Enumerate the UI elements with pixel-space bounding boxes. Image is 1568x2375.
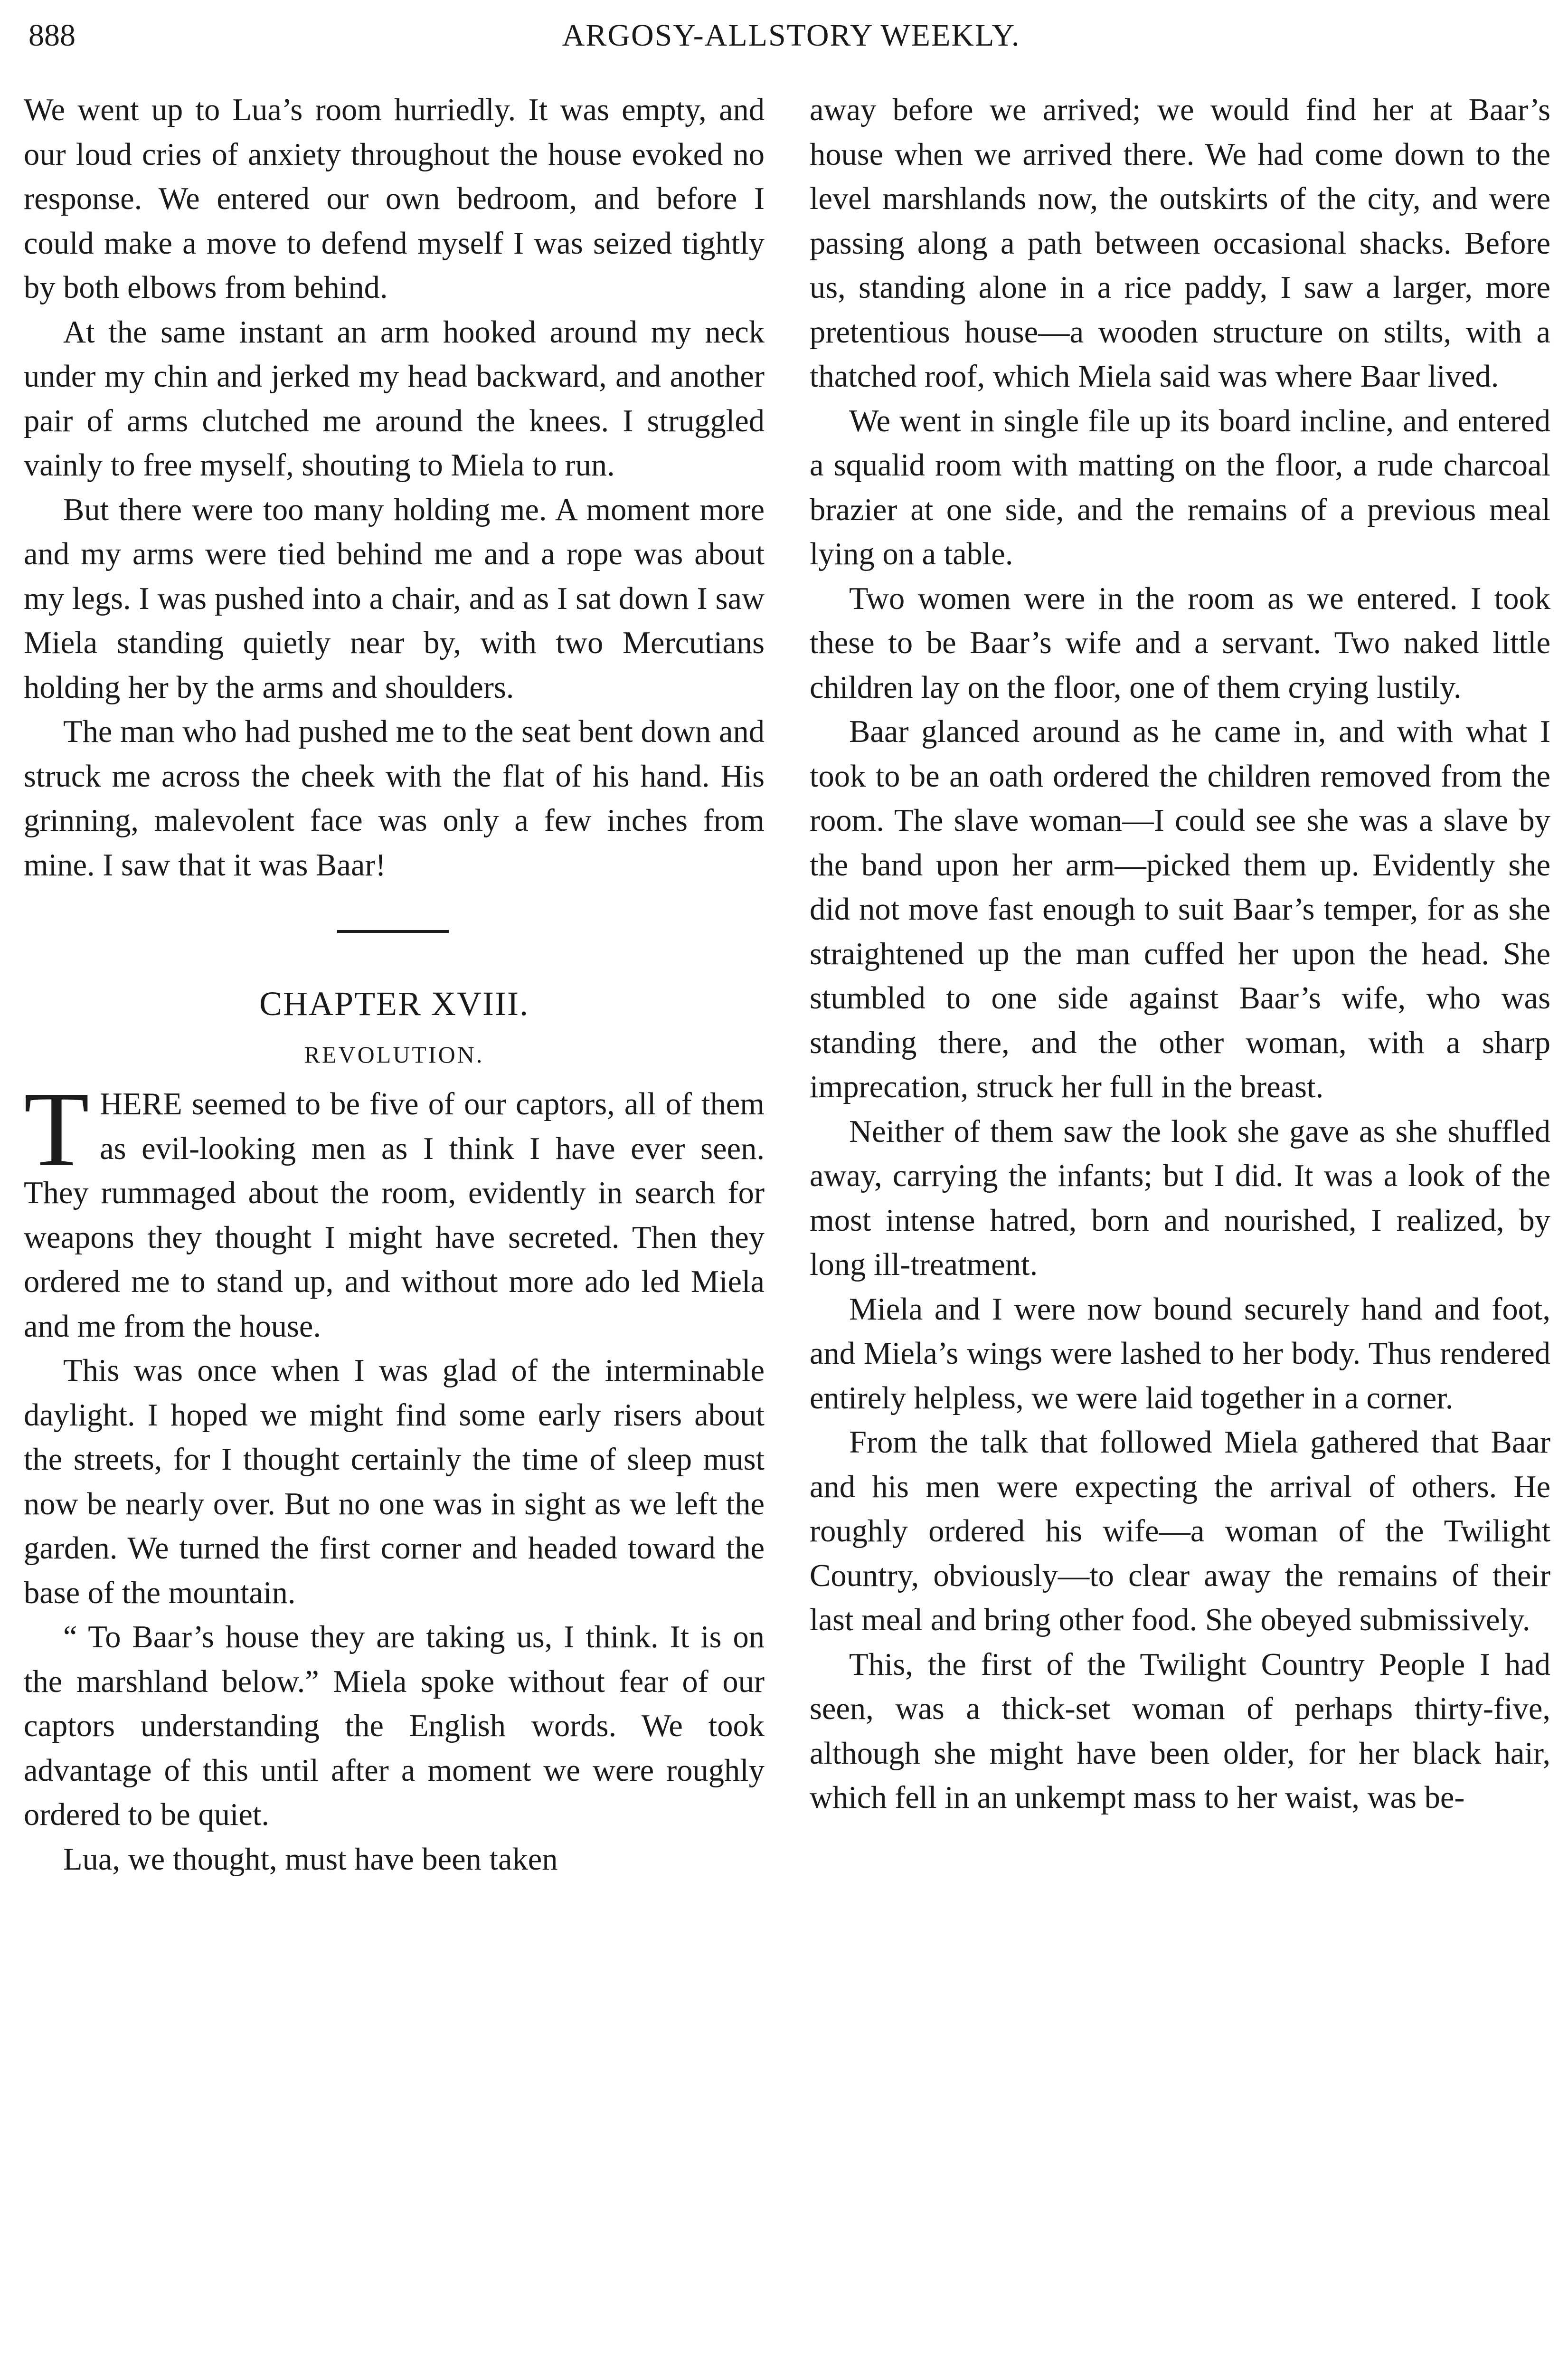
- paragraph: At the same instant an arm hooked around my neck under my chin and jerked my head backward, and another pair of arms clutched me around the knees. I struggled vainly to free myself, shouting to Miela to run.: [24, 314, 765, 483]
- paragraph: Lua, we thought, must have been taken: [63, 1842, 558, 1877]
- left-column: [24, 88, 765, 1881]
- paragraph: This was once when I was glad of the interminable daylight. I hoped we might find some early risers about the streets, for I thought certainly the time of sleep must now be nearly over. But no one was in sight as we left the garden. We turned the first corner and headed toward the base of the mountain.: [24, 1353, 765, 1610]
- page-header: [28, 10, 1554, 66]
- chapter-subtitle: REVOLUTION.: [304, 1041, 484, 1068]
- paragraph: Baar glanced around as he came in, and with what I took to be an oath ordered the children removed from the room. The slave woman—I could see she was a slave by the band upon her arm—picked them up. Evidently she did not move fast enough to suit Baar’s temper, for as she straightened up the man cuffed her upon the head. She stumbled to one side against Baar’s wife, who was standing there, and the other woman, with a sharp imprecation, struck her full in the breast.: [810, 714, 1550, 1104]
- paragraph: “ To Baar’s house they are taking us, I think. It is on the marshland below.” Miela spoke without fear of our captors understanding the English words. We took advantage of this until after a moment we were roughly ordered to be quiet.: [24, 1620, 765, 1832]
- paragraph: This, the first of the Twilight Country People I had seen, was a thick-set woman of perhaps thirty-five, although she might have been older, for her black hair, which fell in an unkempt mass to her waist, was be-: [810, 1647, 1550, 1815]
- paragraph: We went up to Lua’s room hurriedly. It was empty, and our loud cries of anxiety throughout the house evoked no response. We entered our own bedroom, and before I could make a move to defend myself I was seized tightly by both elbows from behind.: [24, 93, 765, 305]
- paragraph: The man who had pushed me to the seat bent down and struck me across the cheek with the flat of his hand. His grinning, malevolent face was only a few inches from mine. I saw that it was Baar!: [24, 714, 765, 883]
- right-column: [810, 88, 1550, 1820]
- paragraph: Two women were in the room as we entered. I took these to be Baar’s wife and a servant. Two naked little children lay on the floor, one of them crying lustily.: [810, 581, 1550, 705]
- continued-paragraph: away before we arrived; we would find her at Baar’s house when we arrived there. We had come down to the level marshlands now, the outskirts of the city, and were passing along a path between occasional shacks. Before us, standing alone in a rice paddy, I saw a larger, more pretentious house—a wooden structure on stilts, with a thatched roof, which Miela said was where Baar lived.: [810, 93, 1550, 394]
- paragraph: We went in single file up its board incline, and entered a squalid room with matting on the floor, a rude charcoal brazier at one side, and the remains of a previous meal lying on a table.: [810, 403, 1550, 571]
- paragraph: From the talk that followed Miela gathered that Baar and his men were expecting the arrival of others. He roughly ordered his wife—a woman of the Twilight Country, obviously—to clear away the remains of their last meal and bring other food. She obeyed submissively.: [810, 1425, 1550, 1637]
- paragraph: Miela and I were now bound securely hand and foot, and Miela’s wings were lashed to her body. Thus rendered entirely helpless, we were laid together in a corner.: [810, 1292, 1550, 1416]
- paragraph: Neither of them saw the look she gave as she shuffled away, carrying the infants; but I did. It was a look of the most intense hatred, born and nourished, I realized, by long ill-treatment.: [810, 1114, 1550, 1282]
- drop-cap: T: [24, 1070, 90, 1188]
- section-break: [24, 887, 765, 978]
- chapter-opening-paragraph: [24, 1070, 765, 1349]
- page-number: 888: [28, 18, 76, 53]
- section-divider-rule: [337, 930, 449, 933]
- paragraph: But there were too many holding me. A moment more and my arms were tied behind me and a rope was about my legs. I was pushed into a chair, and as I sat down I saw Miela standing quietly near by, with two Mercutians holding her by the arms and shoulders.: [24, 492, 765, 705]
- chapter-title: CHAPTER XVIII.: [259, 985, 529, 1023]
- opening-text: HERE seemed to be five of our captors, all of them as evil-looking men as I think I have ever seen. They rummaged about the room, evidently in search for weapons they thought I might have secreted. Then they ordered me to stand up, and without more ado led Miela and me from the house.: [24, 1087, 765, 1344]
- running-head: ARGOSY-ALLSTORY WEEKLY.: [562, 18, 1020, 53]
